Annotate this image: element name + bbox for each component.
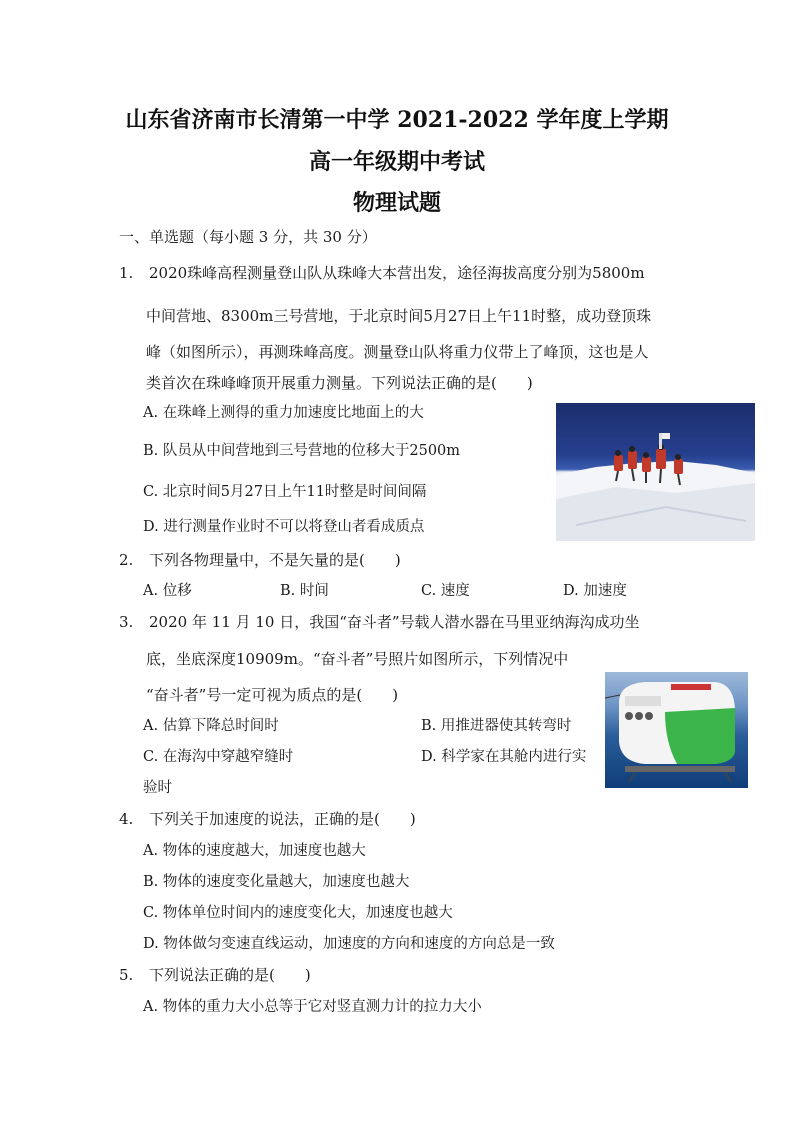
question-2-stem-line: 2. 下列各物理量中，不是矢量的是( ) — [119, 551, 401, 569]
question-3-stem-line: 底，坐底深度10909m。“奋斗者”号照片如图所示，下列情况中 — [146, 650, 569, 668]
question-1-option-c: C. 北京时间5月27日上午11时整是时间间隔 — [143, 484, 427, 500]
question-1-stem-line: 1. 2020珠峰高程测量登山队从珠峰大本营出发，途径海拔高度分别为5800m — [119, 264, 645, 282]
question-number: 2. — [119, 551, 134, 569]
question-5-stem-line: 5. 下列说法正确的是( ) — [119, 966, 311, 984]
question-2-option-c: C. 速度 — [421, 583, 470, 599]
question-number: 5. — [119, 966, 134, 984]
question-1-stem-line: 类首次在珠峰峰顶开展重力测量。下列说法正确的是( ) — [146, 374, 533, 392]
question-1-stem-line: 峰（如图所示），再测珠峰高度。测量登山队将重力仪带上了峰顶，这也是人 — [146, 343, 649, 361]
exam-title-subject: 物理试题 — [352, 190, 441, 216]
question-3-option-a: A. 估算下降总时间时 — [143, 718, 279, 734]
question-4-option-c: C. 物体单位时间内的速度变化大，加速度也越大 — [143, 905, 453, 921]
question-1-stem-line: 中间营地、8300m三号营地，于北京时间5月27日上午11时整，成功登顶珠 — [146, 307, 652, 325]
section-heading: 一、单选题（每小题 3 分，共 30 分） — [119, 228, 377, 246]
question-4-option-b: B. 物体的速度变化量越大，加速度也越大 — [143, 874, 410, 890]
question-4-option-d: D. 物体做匀变速直线运动，加速度的方向和速度的方向总是一致 — [143, 936, 555, 952]
exam-title-grade: 高一年级期中考试 — [308, 149, 485, 175]
question-2-option-b: B. 时间 — [280, 583, 329, 599]
question-1-option-d: D. 进行测量作业时不可以将登山者看成质点 — [143, 519, 425, 535]
question-3-option-d-continued: 验时 — [143, 780, 172, 796]
question-1-option-b: B. 队员从中间营地到三号营地的位移大于2500m — [143, 443, 461, 459]
question-number: 1. — [119, 264, 134, 282]
question-3-option-d: D. 科学家在其舱内进行实 — [421, 749, 587, 765]
question-3-option-b: B. 用推进器使其转弯时 — [421, 718, 572, 734]
question-3-stem-line: 3. 2020 年 11 月 10 日，我国“奋斗者”号载人潜水器在马里亚纳海沟成功坐 — [119, 613, 640, 631]
question-5-option-a: A. 物体的重力大小总等于它对竖直测力计的拉力大小 — [143, 999, 482, 1015]
question-2-option-a: A. 位移 — [143, 583, 192, 599]
exam-title-school: 山东省济南市长清第一中学 2021-2022 学年度上学期 — [125, 107, 669, 133]
question-2-option-d: D. 加速度 — [563, 583, 627, 599]
question-3-stem-line: “奋斗者”号一定可视为质点的是( ) — [146, 686, 399, 704]
question-4-stem-line: 4. 下列关于加速度的说法，正确的是( ) — [119, 810, 416, 828]
question-3-option-c: C. 在海沟中穿越窄缝时 — [143, 749, 294, 765]
question-1-option-a: A. 在珠峰上测得的重力加速度比地面上的大 — [143, 405, 424, 421]
everest-summit-photo — [556, 403, 755, 541]
question-4-option-a: A. 物体的速度越大，加速度也越大 — [143, 843, 366, 859]
question-number: 4. — [119, 810, 134, 828]
fendouzhe-submersible-photo — [605, 672, 748, 788]
question-number: 3. — [119, 613, 134, 631]
